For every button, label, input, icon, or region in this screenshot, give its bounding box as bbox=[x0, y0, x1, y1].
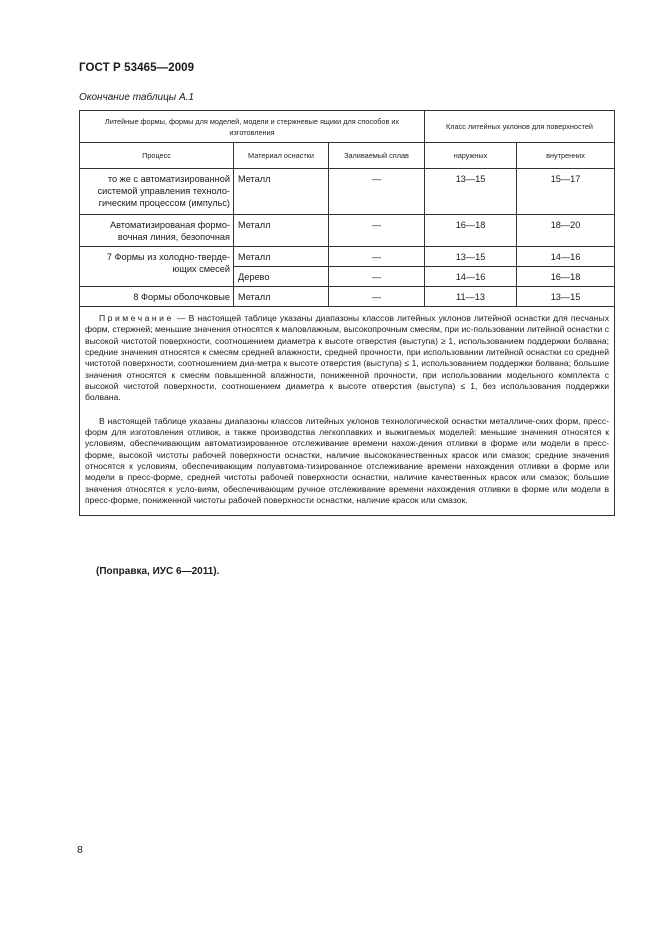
inner-class-cell: 13—15 bbox=[517, 287, 615, 307]
outer-class-cell: 11—13 bbox=[425, 287, 517, 307]
alloy-cell: — bbox=[329, 267, 425, 287]
material-cell: Металл bbox=[234, 287, 329, 307]
column-header-alloy: Заливаемый сплав bbox=[329, 143, 425, 169]
process-cell: то же с автоматизированной системой управления техноло-гическим процессом (импульс) bbox=[80, 169, 234, 215]
note-paragraph bbox=[85, 313, 609, 404]
inner-class-cell: 18—20 bbox=[517, 215, 615, 247]
outer-class-cell: 14—16 bbox=[425, 267, 517, 287]
group-header-right: Класс литейных уклонов для поверхностей bbox=[425, 111, 615, 143]
column-header-outer: наружных bbox=[425, 143, 517, 169]
outer-class-cell: 13—15 bbox=[425, 247, 517, 267]
alloy-cell: — bbox=[329, 215, 425, 247]
inner-class-cell: 16—18 bbox=[517, 267, 615, 287]
note-text: — В настоящей таблице указаны диапазоны классов литейных уклонов литейной оснастки для песчаных форм, стержней; меньшие значения относятся к маловлажным, высокопрочным смесям, при ис-пользовании литейной оснастки с высокой чистотой поверхности, соотношением диаметра к высоте отверстия (выступа) ≥ 1, использованием поддержки болвана; средние значения относятся к смесям средней влажности, средней прочности, при использовании литейной оснастки со средней чистотой поверхности, соотношением диа-метра к высоте отверстия (выступа) ≤ 1, использованием поддержки болвана; большие значения относятся к смесям повышенной влажности, пониженной прочности, при использовании модельного комплекта с высокой чистотой поверхности, соотношением диаметра к высоте отверстия (выступа) ≤ 1, без использования поддержки болвана. bbox=[85, 313, 610, 403]
column-header-row bbox=[80, 143, 615, 169]
inner-class-cell: 15—17 bbox=[517, 169, 615, 215]
amendment-note: (Поправка, ИУС 6—2011). bbox=[96, 566, 220, 577]
material-cell: Металл bbox=[234, 215, 329, 247]
table-row bbox=[80, 247, 615, 267]
material-cell: Металл bbox=[234, 169, 329, 215]
column-header-inner: внутренних bbox=[517, 143, 615, 169]
note-paragraph-2: В настоящей таблице указаны диапазоны классов литейных уклонов технологической оснастки металличе-ских форм, пресс-форм для изготовления отливок, а также производства легкоплавких и выжигаемых моделей: меньшие значения относятся к условиям, обеспечивающим автоматизированное отслеживание времени нахож-дения отливки в форме или модели в пресс-форме, высокой чистоты рабочей поверхности оснастки, наличие высококачественных красок или смазок; средние значения относятся к условиям, обеспечивающим полуавтома-тизированное отслеживание времени нахождения отливки в форме или модели в пресс-форме, средней чистоты рабочей поверхности оснастки, наличие качественных красок или смазок; большие значения относятся к усло-виям, обеспечивающим ручное отслеживание времени нахождения отливки в форме или модели в пресс-форме, пониженной чистоты рабочей поверхности оснастки, наличие красок или смазок. bbox=[85, 415, 610, 506]
material-cell: Дерево bbox=[234, 267, 329, 287]
grading-table bbox=[79, 110, 615, 516]
process-cell: 7 Формы из холодно-тверде-ющих смесей bbox=[80, 247, 234, 287]
material-cell: Металл bbox=[234, 247, 329, 267]
column-header-process: Процесс bbox=[80, 143, 234, 169]
note-row bbox=[80, 307, 615, 516]
alloy-cell: — bbox=[329, 247, 425, 267]
group-header-row bbox=[80, 111, 615, 143]
note-label: Примечание bbox=[99, 313, 174, 323]
table-row bbox=[80, 215, 615, 247]
group-header-left: Литейные формы, формы для моделей, модели и стержневые ящики для способов их изготовления bbox=[80, 111, 425, 143]
process-cell: 8 Формы оболочковые bbox=[80, 287, 234, 307]
column-header-material: Материал оснастки bbox=[234, 143, 329, 169]
document-title: ГОСТ Р 53465—2009 bbox=[79, 62, 195, 74]
alloy-cell: — bbox=[329, 169, 425, 215]
alloy-cell: — bbox=[329, 287, 425, 307]
process-cell: Автоматизированая формо-вочная линия, безопочная bbox=[80, 215, 234, 247]
table-row bbox=[80, 287, 615, 307]
outer-class-cell: 13—15 bbox=[425, 169, 517, 215]
table-caption: Окончание таблицы А.1 bbox=[79, 92, 194, 103]
table-row bbox=[80, 169, 615, 215]
note-cell bbox=[80, 307, 615, 516]
inner-class-cell: 14—16 bbox=[517, 247, 615, 267]
outer-class-cell: 16—18 bbox=[425, 215, 517, 247]
page-number: 8 bbox=[77, 844, 83, 856]
